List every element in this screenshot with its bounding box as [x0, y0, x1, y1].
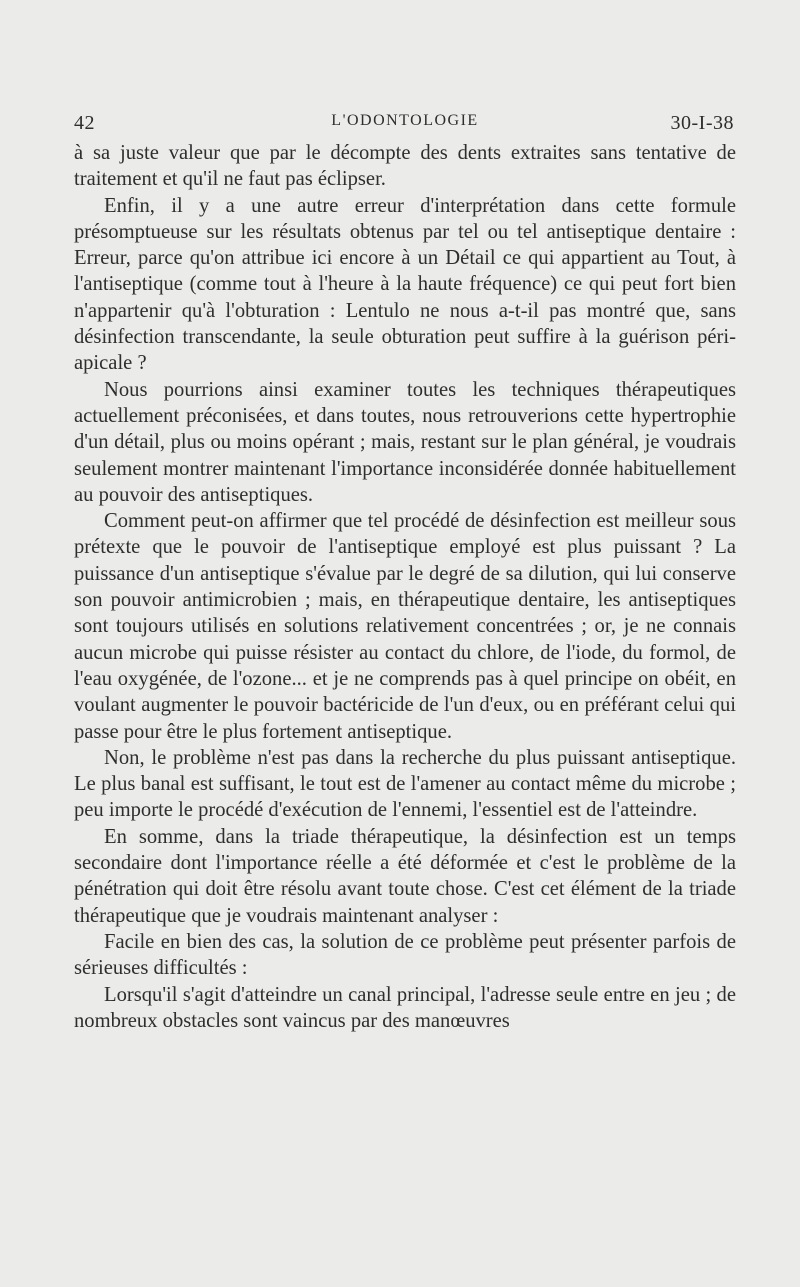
paragraph: Comment peut-on affirmer que tel procédé de désinfection est meilleur sous prétexte que le pouvoir de l'antiseptique employé est plus puissant ? La puissance d'un antiseptique s'évalue par le degré de sa dilution, qui lui conserve son pouvoir antimicrobien ; mais, en thérapeutique dentaire, les antiseptiques sont toujours utilisés en solutions relativement concentrées ; or, je ne connais aucun microbe qui puisse résister au contact du chlore, de l'iode, du formol, de l'eau oxygénée, de l'ozone... et je ne comprends pas à quel principe on obéit, en voulant augmenter le pouvoir bactéricide de l'un d'eux, ou en préférant celui qui passe pour être le plus fortement antiseptique. [74, 510, 736, 743]
book-page [74, 106, 736, 1034]
paragraph: Lorsqu'il s'agit d'atteindre un canal principal, l'adresse seule entre en jeu ; de nombreux obstacles sont vaincus par des manœuvres [74, 983, 736, 1032]
issue-date: 30-I-38 [670, 112, 734, 134]
running-head [74, 106, 736, 140]
journal-title: L'ODONTOLOGIE [331, 112, 479, 129]
paragraph: Facile en bien des cas, la solution de ce problème peut présenter parfois de sérieuses difficultés : [74, 930, 736, 980]
paragraph: Non, le problème n'est pas dans la recherche du plus puissant antiseptique. Le plus banal est suffisant, le tout est de l'amener au contact même du microbe ; peu importe le procédé d'exécution de l'ennemi, l'essentiel est de l'atteindre. [74, 746, 736, 822]
paragraph-continued: à sa juste valeur que par le décompte des dents extraites sans tentative de traitement et qu'il ne faut pas éclipser. [74, 142, 736, 191]
paragraph: Enfin, il y a une autre erreur d'interprétation dans cette formule présomptueuse sur les résultats obtenus par tel ou tel antiseptique dentaire : Erreur, parce qu'on attribue ici encore à un Détail ce qui appartient au Tout, à l'antiseptique (comme tout à l'heure à la haute fréquence) ce qui peut fort bien n'appartenir qu'à l'obturation : Lentulo ne nous a-t-il pas montré que, sans désinfection transcendante, la seule obturation peut suffire à la guérison péri-apicale ? [74, 194, 736, 375]
body-text [74, 140, 736, 1034]
paragraph: Nous pourrions ainsi examiner toutes les techniques thérapeutiques actuellement préconisées, et dans toutes, nous retrouverions cette hypertrophie d'un détail, plus ou moins opérant ; mais, restant sur le plan général, je voudrais seulement montrer maintenant l'importance inconsidérée donnée habituellement au pouvoir des antiseptiques. [74, 378, 736, 506]
paragraph: En somme, dans la triade thérapeutique, la désinfection est un temps secondaire dont l'importance réelle a été déformée et c'est le problème de la pénétration qui doit être résolu avant toute chose. C'est cet élément de la triade thérapeutique que je voudrais maintenant analyser : [74, 825, 736, 927]
page-number: 42 [74, 112, 95, 134]
